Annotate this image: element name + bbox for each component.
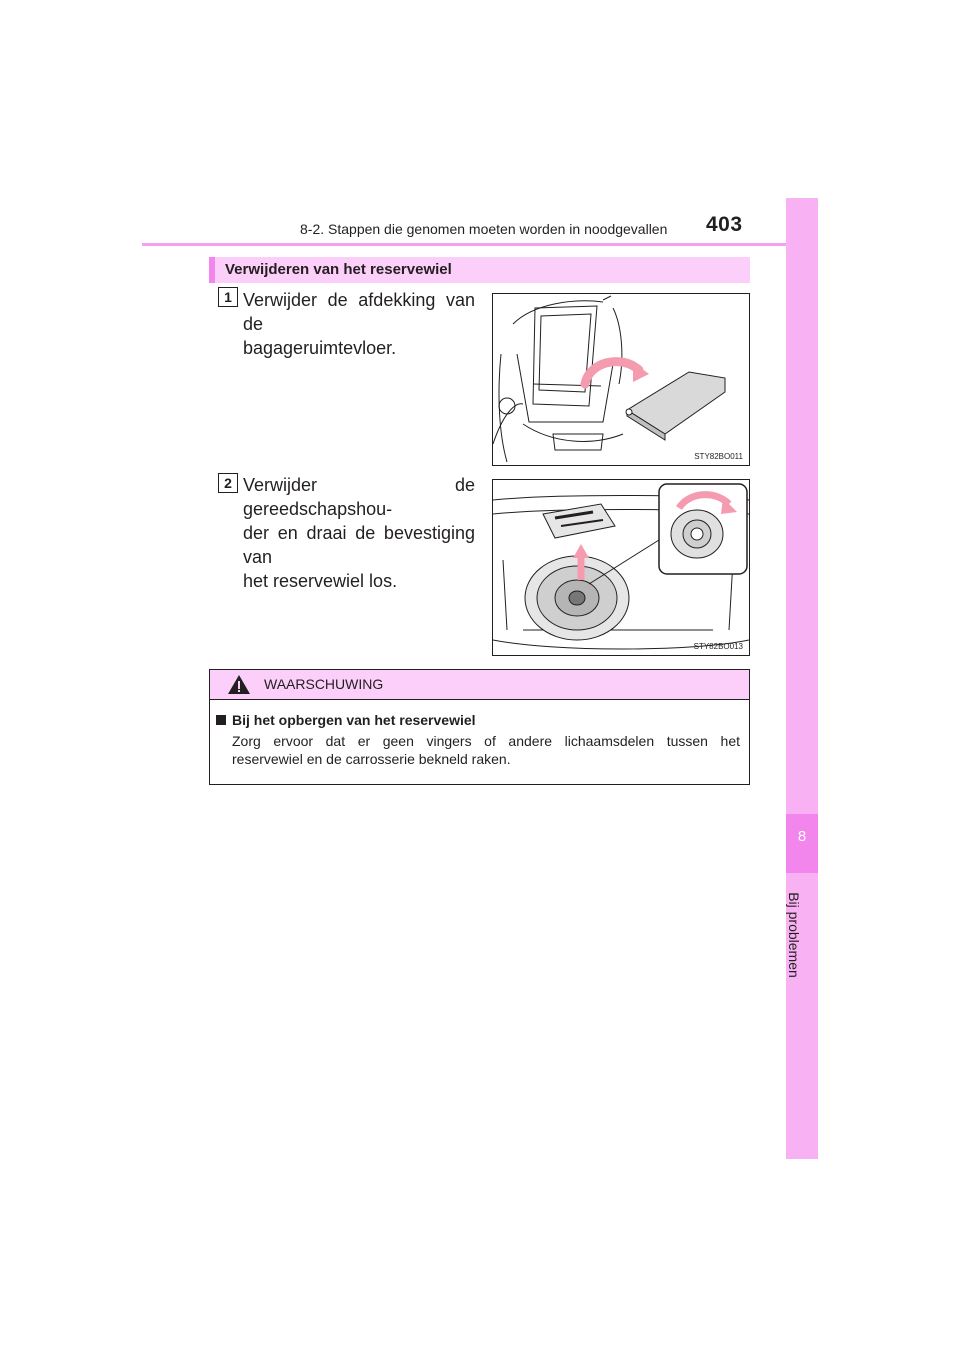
step-1-line: Verwijder de afdekking van de bbox=[243, 290, 475, 334]
bullet-square-icon bbox=[216, 715, 226, 725]
lift-arrow-head bbox=[633, 362, 649, 382]
spare-wheel-illustration bbox=[493, 480, 749, 655]
lift-arrow-head bbox=[573, 544, 589, 558]
tool-holder-tray bbox=[543, 504, 615, 538]
step-2-line: het reservewiel los. bbox=[243, 571, 398, 591]
section-heading bbox=[209, 257, 750, 283]
warning-triangle-icon bbox=[227, 674, 251, 695]
chapter-number: 8 bbox=[797, 828, 807, 845]
step-1-number: 1 bbox=[218, 287, 238, 307]
tailgate-top-line bbox=[513, 301, 603, 324]
step-2-text bbox=[243, 473, 475, 593]
license-plate-recess bbox=[553, 434, 603, 450]
step-2-line: Verwijder de gereedschapshou- bbox=[243, 475, 475, 519]
floor-cover-board bbox=[626, 372, 725, 440]
section-heading-text: Verwijderen van het reservewiel bbox=[225, 261, 452, 278]
header-rule bbox=[142, 243, 818, 246]
warning-header bbox=[210, 670, 749, 700]
bumper-line bbox=[523, 424, 623, 441]
figure-1-code: STY82BO011 bbox=[694, 452, 743, 461]
warning-title: WAARSCHUWING bbox=[264, 676, 384, 692]
step-1-line: bagageruimtevloer. bbox=[243, 338, 397, 358]
figure-2-code: STY82BO013 bbox=[693, 642, 743, 651]
warning-body bbox=[232, 732, 740, 768]
car-body-left-line bbox=[499, 354, 507, 462]
warning-subheading bbox=[216, 712, 476, 728]
step-2-line: der en draai de bevestiging van bbox=[243, 523, 475, 567]
warning-box bbox=[209, 669, 750, 785]
page-number: 403 bbox=[706, 213, 743, 236]
warning-subheading-text: Bij het opbergen van het reservewiel bbox=[232, 712, 476, 728]
figure-remove-tool-holder bbox=[492, 479, 750, 656]
detail-callout bbox=[659, 484, 747, 574]
chapter-label: Bij problemen bbox=[786, 892, 802, 978]
step-2-number: 2 bbox=[218, 473, 238, 493]
step-1-text bbox=[243, 288, 475, 360]
trunk-floor-illustration bbox=[493, 294, 749, 465]
lift-arrow bbox=[585, 362, 639, 384]
running-header-title: 8-2. Stappen die genomen moeten worden in noodgevallen bbox=[300, 221, 668, 237]
warning-body-line: Zorg ervoor dat er geen vingers of andere lichaamsdelen tussen het bbox=[232, 733, 740, 749]
tail-light bbox=[499, 398, 515, 414]
warning-body-line: reservewiel en de carrosserie bekneld raken. bbox=[232, 751, 511, 767]
chapter-tab-upper bbox=[786, 198, 818, 814]
figure-remove-floor-cover bbox=[492, 293, 750, 466]
